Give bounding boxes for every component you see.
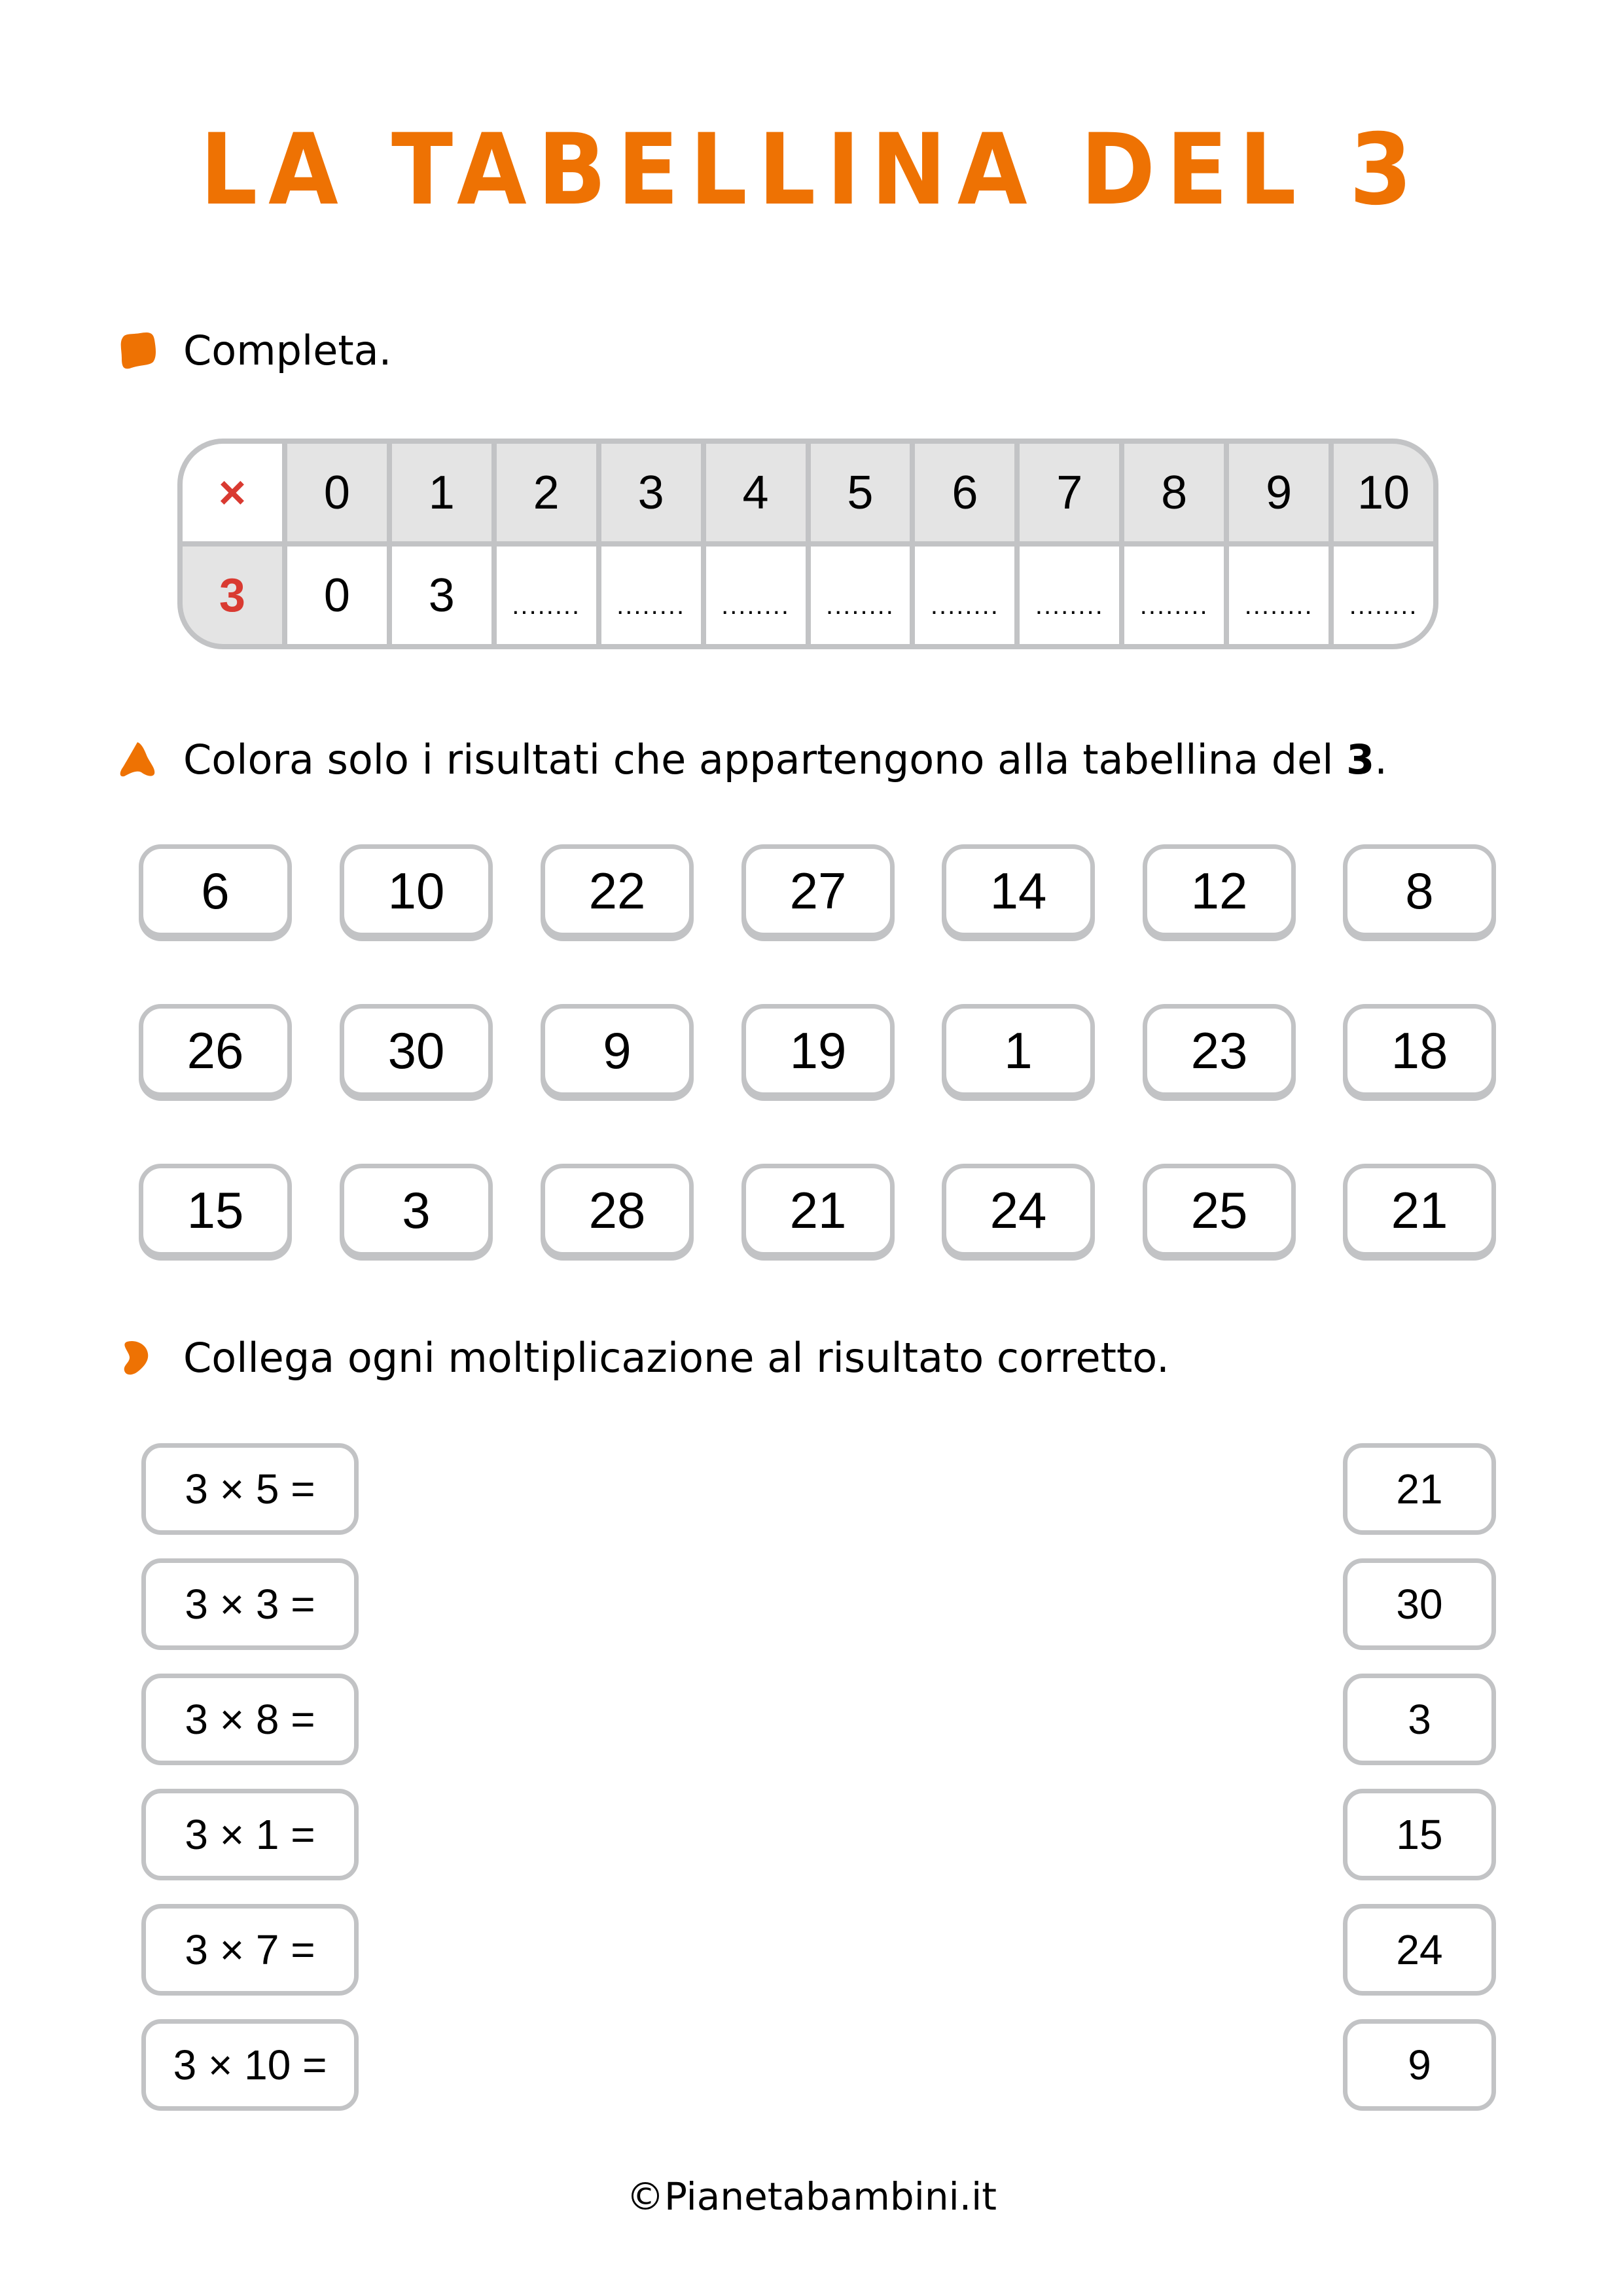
number-box[interactable]: 15 [139, 1164, 292, 1257]
instruction-colora [118, 733, 1387, 785]
table-header-cell: 1 [392, 444, 491, 541]
multiplication-box[interactable]: 3 × 8 = [141, 1674, 359, 1765]
instruction-completa [118, 324, 391, 376]
number-box[interactable]: 3 [340, 1164, 493, 1257]
table-value-cell: 3 [392, 547, 491, 644]
result-box[interactable]: 30 [1343, 1558, 1496, 1650]
answer-blank[interactable]: ........ [1020, 547, 1119, 644]
number-box[interactable]: 25 [1143, 1164, 1296, 1257]
number-box[interactable]: 27 [741, 844, 895, 937]
number-box[interactable]: 30 [340, 1004, 493, 1097]
instruction-text: Completa. [183, 326, 392, 374]
result-box[interactable]: 21 [1343, 1443, 1496, 1535]
instruction-collega [118, 1331, 1169, 1384]
answer-blank[interactable]: ........ [915, 547, 1014, 644]
number-box[interactable]: 8 [1343, 844, 1496, 937]
number-box[interactable]: 6 [139, 844, 292, 937]
instruction-text: Collega ogni moltiplicazione al risultato corretto. [183, 1333, 1169, 1382]
multiplication-box[interactable]: 3 × 7 = [141, 1904, 359, 1996]
instruction-text [183, 736, 1387, 783]
instruction-suffix: . [1374, 735, 1388, 783]
result-box[interactable]: 9 [1343, 2019, 1496, 2111]
times-table [177, 439, 1438, 649]
table-header-cell: 10 [1334, 444, 1433, 541]
table-header-cell: 0 [287, 444, 387, 541]
answer-blank[interactable]: ........ [601, 547, 701, 644]
number-box[interactable]: 22 [541, 844, 694, 937]
answer-blank[interactable]: ........ [706, 547, 806, 644]
table-header-cell: 5 [811, 444, 910, 541]
number-box[interactable]: 10 [340, 844, 493, 937]
copyright-footer: ©Pianetabambini.it [626, 2174, 997, 2219]
number-box[interactable]: 21 [741, 1164, 895, 1257]
number-box[interactable]: 26 [139, 1004, 292, 1097]
number-box[interactable]: 9 [541, 1004, 694, 1097]
table-header-cell: 4 [706, 444, 806, 541]
number-box[interactable]: 14 [942, 844, 1095, 937]
table-header-cell: 3 [601, 444, 701, 541]
times-symbol: × [183, 444, 282, 541]
row-label: 3 [183, 547, 282, 644]
table-header-cell: 2 [497, 444, 596, 541]
page-title: LA TABELLINA DEL 3 [200, 113, 1423, 227]
result-box[interactable]: 15 [1343, 1789, 1496, 1880]
table-value-cell: 0 [287, 547, 387, 644]
instruction-prefix: Colora solo i risultati che appartengono alla tabellina del [183, 735, 1347, 783]
number-box[interactable]: 1 [942, 1004, 1095, 1097]
table-header-cell: 6 [915, 444, 1014, 541]
multiplication-box[interactable]: 3 × 10 = [141, 2019, 359, 2111]
answer-blank[interactable]: ........ [1229, 547, 1329, 644]
answer-blank[interactable]: ........ [811, 547, 910, 644]
multiplication-box[interactable]: 3 × 3 = [141, 1558, 359, 1650]
number-box[interactable]: 24 [942, 1164, 1095, 1257]
multiplication-box[interactable]: 3 × 1 = [141, 1789, 359, 1880]
orange-blob-icon [118, 740, 157, 779]
answer-blank[interactable]: ........ [497, 547, 596, 644]
table-header-cell: 7 [1020, 444, 1119, 541]
number-box[interactable]: 21 [1343, 1164, 1496, 1257]
result-box[interactable]: 24 [1343, 1904, 1496, 1996]
instruction-bold: 3 [1346, 735, 1375, 783]
number-box[interactable]: 12 [1143, 844, 1296, 937]
orange-blob-icon [118, 331, 157, 370]
multiplication-box[interactable]: 3 × 5 = [141, 1443, 359, 1535]
answer-blank[interactable]: ........ [1334, 547, 1433, 644]
table-header-cell: 8 [1124, 444, 1224, 541]
answer-blank[interactable]: ........ [1124, 547, 1224, 644]
number-box[interactable]: 23 [1143, 1004, 1296, 1097]
result-box[interactable]: 3 [1343, 1674, 1496, 1765]
number-box[interactable]: 19 [741, 1004, 895, 1097]
table-header-cell: 9 [1229, 444, 1329, 541]
orange-blob-icon [118, 1338, 157, 1377]
number-box[interactable]: 28 [541, 1164, 694, 1257]
number-box[interactable]: 18 [1343, 1004, 1496, 1097]
